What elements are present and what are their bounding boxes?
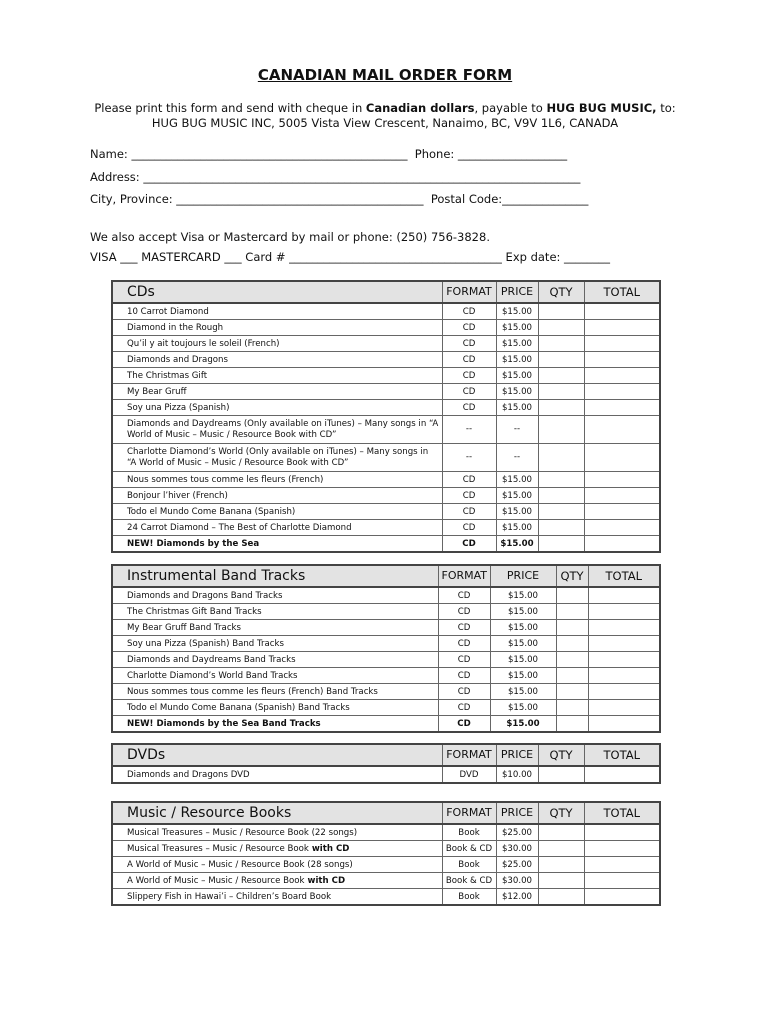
product-price: $10.00 xyxy=(496,766,538,783)
product-row xyxy=(112,636,660,652)
product-name xyxy=(112,766,442,783)
product-title: Musical Treasures – Music / Resource Book (22 songs) xyxy=(127,827,358,838)
product-price: $25.00 xyxy=(496,857,538,873)
product-name xyxy=(112,504,442,520)
format-header: FORMAT xyxy=(442,744,496,766)
product-title: Nous sommes tous comme les fleurs (French) xyxy=(127,474,324,485)
section-title: CDs xyxy=(112,281,442,303)
product-price: -- xyxy=(496,416,538,444)
product-format: CD xyxy=(442,320,496,336)
qty-input[interactable] xyxy=(556,620,588,636)
qty-input[interactable] xyxy=(538,766,584,783)
total-cell[interactable] xyxy=(584,400,660,416)
product-format: CD xyxy=(438,716,490,733)
product-name xyxy=(112,472,442,488)
product-title: NEW! Diamonds by the Sea xyxy=(127,538,260,549)
product-price: $30.00 xyxy=(496,841,538,857)
product-price: $15.00 xyxy=(496,384,538,400)
product-name xyxy=(112,520,442,536)
product-format: -- xyxy=(442,416,496,444)
section-band-tracks xyxy=(111,564,661,733)
qty-header: QTY xyxy=(538,802,584,824)
product-format: -- xyxy=(442,444,496,472)
total-cell[interactable] xyxy=(584,536,660,553)
qty-input[interactable] xyxy=(538,320,584,336)
product-format: CD xyxy=(438,620,490,636)
product-row xyxy=(112,668,660,684)
product-row xyxy=(112,652,660,668)
total-cell[interactable] xyxy=(584,368,660,384)
product-row xyxy=(112,472,660,488)
product-row xyxy=(112,400,660,416)
qty-input[interactable] xyxy=(538,536,584,553)
product-row xyxy=(112,604,660,620)
product-row xyxy=(112,352,660,368)
product-format: CD xyxy=(438,604,490,620)
product-format: CD xyxy=(442,400,496,416)
total-cell[interactable] xyxy=(584,303,660,320)
qty-header: QTY xyxy=(538,744,584,766)
format-header: FORMAT xyxy=(442,281,496,303)
qty-input[interactable] xyxy=(538,303,584,320)
qty-input[interactable] xyxy=(538,444,584,472)
product-title: A World of Music – Music / Resource Book (28 songs) xyxy=(127,859,353,870)
product-price: $15.00 xyxy=(490,652,556,668)
section-header xyxy=(112,565,660,587)
total-cell[interactable] xyxy=(588,668,660,684)
section-header xyxy=(112,802,660,824)
total-cell[interactable] xyxy=(584,873,660,889)
product-format: Book xyxy=(442,857,496,873)
price-header: PRICE xyxy=(490,565,556,587)
total-header: TOTAL xyxy=(584,744,660,766)
product-row xyxy=(112,444,660,472)
qty-input[interactable] xyxy=(556,587,588,604)
total-cell[interactable] xyxy=(584,416,660,444)
total-cell[interactable] xyxy=(588,636,660,652)
form-title: CANADIAN MAIL ORDER FORM xyxy=(257,66,513,84)
product-format: CD xyxy=(442,488,496,504)
total-cell[interactable] xyxy=(584,766,660,783)
product-title: 10 Carrot Diamond xyxy=(127,306,209,317)
product-format: CD xyxy=(442,504,496,520)
product-title: The Christmas Gift Band Tracks xyxy=(127,606,262,617)
product-price: $15.00 xyxy=(490,604,556,620)
product-price: $15.00 xyxy=(496,336,538,352)
product-name xyxy=(112,444,442,472)
section-books xyxy=(111,801,661,906)
total-cell[interactable] xyxy=(588,716,660,733)
product-format: CD xyxy=(438,652,490,668)
product-price: $15.00 xyxy=(490,668,556,684)
product-name xyxy=(112,303,442,320)
total-cell[interactable] xyxy=(588,700,660,716)
total-cell[interactable] xyxy=(584,841,660,857)
qty-input[interactable] xyxy=(556,604,588,620)
product-row xyxy=(112,873,660,889)
qty-input[interactable] xyxy=(538,400,584,416)
total-cell[interactable] xyxy=(584,504,660,520)
intro-line-1: Please print this form and send with cheque in Canadian dollars, payable to HUG BUG MUSIC, to: xyxy=(94,101,676,115)
qty-header: QTY xyxy=(538,281,584,303)
product-row xyxy=(112,766,660,783)
intro-text xyxy=(0,101,770,131)
section-cds xyxy=(111,280,661,553)
product-format: CD xyxy=(438,636,490,652)
qty-input[interactable] xyxy=(538,841,584,857)
product-row xyxy=(112,384,660,400)
product-format: Book & CD xyxy=(442,841,496,857)
product-format: CD xyxy=(442,352,496,368)
product-price: $15.00 xyxy=(490,716,556,733)
qty-header: QTY xyxy=(556,565,588,587)
section-header xyxy=(112,281,660,303)
product-title: Todo el Mundo Come Banana (Spanish) Band Tracks xyxy=(127,702,350,713)
product-price: $15.00 xyxy=(490,684,556,700)
section-dvds xyxy=(111,743,661,784)
total-cell[interactable] xyxy=(584,520,660,536)
product-row xyxy=(112,336,660,352)
total-cell[interactable] xyxy=(584,472,660,488)
product-name xyxy=(112,384,442,400)
product-name xyxy=(112,841,442,857)
qty-input[interactable] xyxy=(538,352,584,368)
product-name xyxy=(112,716,438,733)
product-title-bold: with CD xyxy=(308,843,350,854)
product-name xyxy=(112,352,442,368)
qty-input[interactable] xyxy=(556,636,588,652)
qty-input[interactable] xyxy=(538,857,584,873)
product-title: Diamonds and Dragons Band Tracks xyxy=(127,590,283,601)
section-title: DVDs xyxy=(112,744,442,766)
product-row xyxy=(112,824,660,841)
product-title: Todo el Mundo Come Banana (Spanish) xyxy=(127,506,296,517)
product-row xyxy=(112,536,660,553)
product-name xyxy=(112,652,438,668)
product-format: Book xyxy=(442,889,496,906)
product-price: $15.00 xyxy=(496,488,538,504)
total-cell[interactable] xyxy=(584,352,660,368)
product-row xyxy=(112,857,660,873)
product-name xyxy=(112,857,442,873)
product-title: Qu’il y ait toujours le soleil (French) xyxy=(127,338,280,349)
product-format: CD xyxy=(438,587,490,604)
qty-input[interactable] xyxy=(538,384,584,400)
product-price: $15.00 xyxy=(496,303,538,320)
product-price: $15.00 xyxy=(490,587,556,604)
product-name xyxy=(112,336,442,352)
product-format: DVD xyxy=(442,766,496,783)
address-field[interactable]: Address: ____________________________________________________________________________ xyxy=(90,170,581,184)
price-header: PRICE xyxy=(496,744,538,766)
section-title: Instrumental Band Tracks xyxy=(112,565,438,587)
product-price: $15.00 xyxy=(490,636,556,652)
product-title: NEW! Diamonds by the Sea Band Tracks xyxy=(127,718,321,729)
product-name xyxy=(112,400,442,416)
product-name xyxy=(112,668,438,684)
qty-input[interactable] xyxy=(538,889,584,906)
product-format: Book xyxy=(442,824,496,841)
product-row xyxy=(112,587,660,604)
product-price: $15.00 xyxy=(496,320,538,336)
total-cell[interactable] xyxy=(584,488,660,504)
product-name xyxy=(112,604,438,620)
product-price: $15.00 xyxy=(496,368,538,384)
product-format: Book & CD xyxy=(442,873,496,889)
product-title: Musical Treasures – Music / Resource Book xyxy=(127,843,309,854)
product-title: 24 Carrot Diamond – The Best of Charlotte Diamond xyxy=(127,522,352,533)
product-row xyxy=(112,841,660,857)
product-title: Charlotte Diamond’s World Band Tracks xyxy=(127,670,298,681)
total-cell[interactable] xyxy=(584,444,660,472)
product-row xyxy=(112,303,660,320)
total-cell[interactable] xyxy=(588,620,660,636)
product-name xyxy=(112,824,442,841)
total-cell[interactable] xyxy=(584,889,660,906)
product-price: $30.00 xyxy=(496,873,538,889)
product-format: CD xyxy=(442,536,496,553)
product-title: Soy una Pizza (Spanish) Band Tracks xyxy=(127,638,284,649)
product-row xyxy=(112,889,660,906)
total-cell[interactable] xyxy=(588,604,660,620)
product-format: CD xyxy=(438,700,490,716)
format-header: FORMAT xyxy=(442,802,496,824)
qty-input[interactable] xyxy=(538,488,584,504)
product-price: $15.00 xyxy=(490,700,556,716)
product-price: $15.00 xyxy=(496,504,538,520)
product-name xyxy=(112,620,438,636)
total-cell[interactable] xyxy=(584,384,660,400)
product-row xyxy=(112,620,660,636)
total-cell[interactable] xyxy=(584,824,660,841)
product-price: $15.00 xyxy=(496,352,538,368)
product-price: $15.00 xyxy=(496,520,538,536)
product-title: Slippery Fish in Hawai’i – Children’s Board Book xyxy=(127,891,332,902)
total-header: TOTAL xyxy=(588,565,660,587)
product-row xyxy=(112,700,660,716)
product-name xyxy=(112,536,442,553)
product-name xyxy=(112,368,442,384)
payment-note: We also accept Visa or Mastercard by mail or phone: (250) 756-3828. xyxy=(90,230,490,244)
product-name xyxy=(112,488,442,504)
product-price: $25.00 xyxy=(496,824,538,841)
product-row xyxy=(112,716,660,733)
product-format: CD xyxy=(442,368,496,384)
product-row xyxy=(112,488,660,504)
product-price: $15.00 xyxy=(496,536,538,553)
product-name xyxy=(112,684,438,700)
product-price: $12.00 xyxy=(496,889,538,906)
product-title: Diamonds and Dragons DVD xyxy=(127,769,250,780)
card-field[interactable]: VISA ___ MASTERCARD ___ Card # _____________________________________ Exp date: ________ xyxy=(90,250,611,264)
qty-input[interactable] xyxy=(538,336,584,352)
product-name xyxy=(112,320,442,336)
qty-input[interactable] xyxy=(538,368,584,384)
product-row xyxy=(112,320,660,336)
product-title: Charlotte Diamond’s World (Only available on iTunes) – Many songs in “A World of Music – Music / Resource Book with CD” xyxy=(127,446,429,468)
qty-input[interactable] xyxy=(538,873,584,889)
qty-input[interactable] xyxy=(538,416,584,444)
product-name xyxy=(112,587,438,604)
product-row xyxy=(112,504,660,520)
qty-input[interactable] xyxy=(556,652,588,668)
qty-input[interactable] xyxy=(556,700,588,716)
total-cell[interactable] xyxy=(584,320,660,336)
product-format: CD xyxy=(442,520,496,536)
product-price: $15.00 xyxy=(490,620,556,636)
product-title: Diamonds and Dragons xyxy=(127,354,228,365)
product-format: CD xyxy=(442,336,496,352)
product-row xyxy=(112,416,660,444)
total-header: TOTAL xyxy=(584,802,660,824)
qty-input[interactable] xyxy=(556,716,588,733)
product-title-bold: with CD xyxy=(304,875,346,886)
qty-input[interactable] xyxy=(556,684,588,700)
product-row xyxy=(112,684,660,700)
product-name xyxy=(112,416,442,444)
qty-input[interactable] xyxy=(556,668,588,684)
total-cell[interactable] xyxy=(588,652,660,668)
product-format: CD xyxy=(442,303,496,320)
product-name xyxy=(112,636,438,652)
product-format: CD xyxy=(442,472,496,488)
product-format: CD xyxy=(438,668,490,684)
city-postal-field[interactable]: City, Province: ___________________________________________ Postal Code:_______________ xyxy=(90,192,589,206)
total-cell[interactable] xyxy=(588,587,660,604)
product-format: CD xyxy=(442,384,496,400)
price-header: PRICE xyxy=(496,802,538,824)
qty-input[interactable] xyxy=(538,520,584,536)
product-title: Soy una Pizza (Spanish) xyxy=(127,402,230,413)
qty-input[interactable] xyxy=(538,824,584,841)
product-title: Nous sommes tous comme les fleurs (French) Band Tracks xyxy=(127,686,378,697)
total-header: TOTAL xyxy=(584,281,660,303)
product-price: $15.00 xyxy=(496,400,538,416)
product-row xyxy=(112,368,660,384)
product-title: My Bear Gruff xyxy=(127,386,187,397)
total-cell[interactable] xyxy=(588,684,660,700)
product-name xyxy=(112,700,438,716)
price-header: PRICE xyxy=(496,281,538,303)
qty-input[interactable] xyxy=(538,472,584,488)
mailing-address: HUG BUG MUSIC INC, 5005 Vista View Crescent, Nanaimo, BC, V9V 1L6, CANADA xyxy=(151,116,619,130)
section-header xyxy=(112,744,660,766)
product-price: $15.00 xyxy=(496,472,538,488)
format-header: FORMAT xyxy=(438,565,490,587)
product-name xyxy=(112,873,442,889)
product-name xyxy=(112,889,442,906)
product-title: A World of Music – Music / Resource Book xyxy=(127,875,305,886)
product-row xyxy=(112,520,660,536)
product-title: Bonjour l’hiver (French) xyxy=(127,490,228,501)
total-cell[interactable] xyxy=(584,857,660,873)
product-title: Diamond in the Rough xyxy=(127,322,224,333)
total-cell[interactable] xyxy=(584,336,660,352)
product-title: The Christmas Gift xyxy=(127,370,208,381)
section-title: Music / Resource Books xyxy=(112,802,442,824)
product-title: My Bear Gruff Band Tracks xyxy=(127,622,241,633)
product-title: Diamonds and Daydreams (Only available on iTunes) – Many songs in “A World of Music – Music / Resource Book with CD” xyxy=(127,418,439,440)
product-format: CD xyxy=(438,684,490,700)
name-phone-field[interactable]: Name: ________________________________________________ Phone: ___________________ xyxy=(90,147,568,161)
qty-input[interactable] xyxy=(538,504,584,520)
product-title: Diamonds and Daydreams Band Tracks xyxy=(127,654,296,665)
product-price: -- xyxy=(496,444,538,472)
